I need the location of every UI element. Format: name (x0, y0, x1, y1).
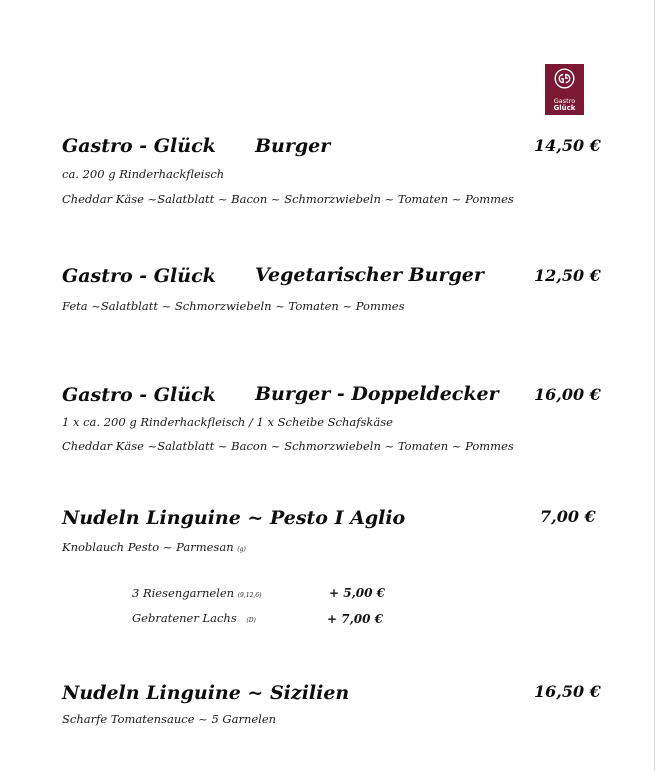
item3-brand: Gastro - Glück (62, 384, 216, 406)
extra-row-1 (132, 586, 261, 603)
item2-brand: Gastro - Glück (62, 265, 216, 287)
item1-name: Burger (255, 135, 331, 157)
item2-price: 12,50 € (534, 266, 601, 285)
item4-desc-note: (g) (237, 546, 246, 553)
extra1-note: (9,12,6) (237, 592, 262, 599)
item1-desc-line2: Cheddar Käse ~Salatblatt ~ Bacon ~ Schmorzwiebeln ~ Tomaten ~ Pommes (62, 192, 514, 206)
item3-desc-line1: 1 x ca. 200 g Rinderhackfleisch / 1 x Scheibe Schafskäse (62, 415, 393, 429)
item5-desc: Scharfe Tomatensauce ~ 5 Garnelen (62, 712, 277, 726)
extra1-label: 3 Riesengarnelen (132, 586, 235, 600)
extra-row-2 (132, 611, 256, 628)
item1-brand: Gastro - Glück (62, 135, 216, 157)
extra2-note: (D) (246, 617, 256, 624)
item5-price: 16,50 € (534, 682, 601, 701)
item1-desc-line1: ca. 200 g Rinderhackfleisch (62, 167, 225, 181)
item3-price: 16,00 € (534, 385, 601, 404)
item4-desc (62, 540, 246, 557)
item2-desc-line1: Feta ~Salatblatt ~ Schmorzwiebeln ~ Tomaten ~ Pommes (62, 299, 405, 313)
item4-price: 7,00 € (540, 507, 596, 526)
item3-name: Burger - Doppeldecker (255, 383, 499, 405)
logo-emblem-icon (554, 68, 575, 89)
extra2-label: Gebratener Lachs (132, 611, 237, 625)
item4-desc-text: Knoblauch Pesto ~ Parmesan (62, 540, 234, 554)
gastro-glueck-logo (545, 64, 584, 115)
item4-title: Nudeln Linguine ~ Pesto I Aglio (62, 507, 406, 529)
logo-text-line1: Gastro (553, 97, 576, 105)
item3-desc-line2: Cheddar Käse ~Salatblatt ~ Bacon ~ Schmorzwiebeln ~ Tomaten ~ Pommes (62, 439, 514, 453)
item2-name: Vegetarischer Burger (255, 264, 484, 286)
item5-title: Nudeln Linguine ~ Sizilien (62, 682, 350, 704)
logo-text-line2: Glück (553, 104, 576, 112)
item1-price: 14,50 € (534, 136, 601, 155)
extra2-price: + 7,00 € (327, 612, 383, 626)
page-edge (654, 0, 655, 771)
extra1-price: + 5,00 € (329, 586, 385, 600)
